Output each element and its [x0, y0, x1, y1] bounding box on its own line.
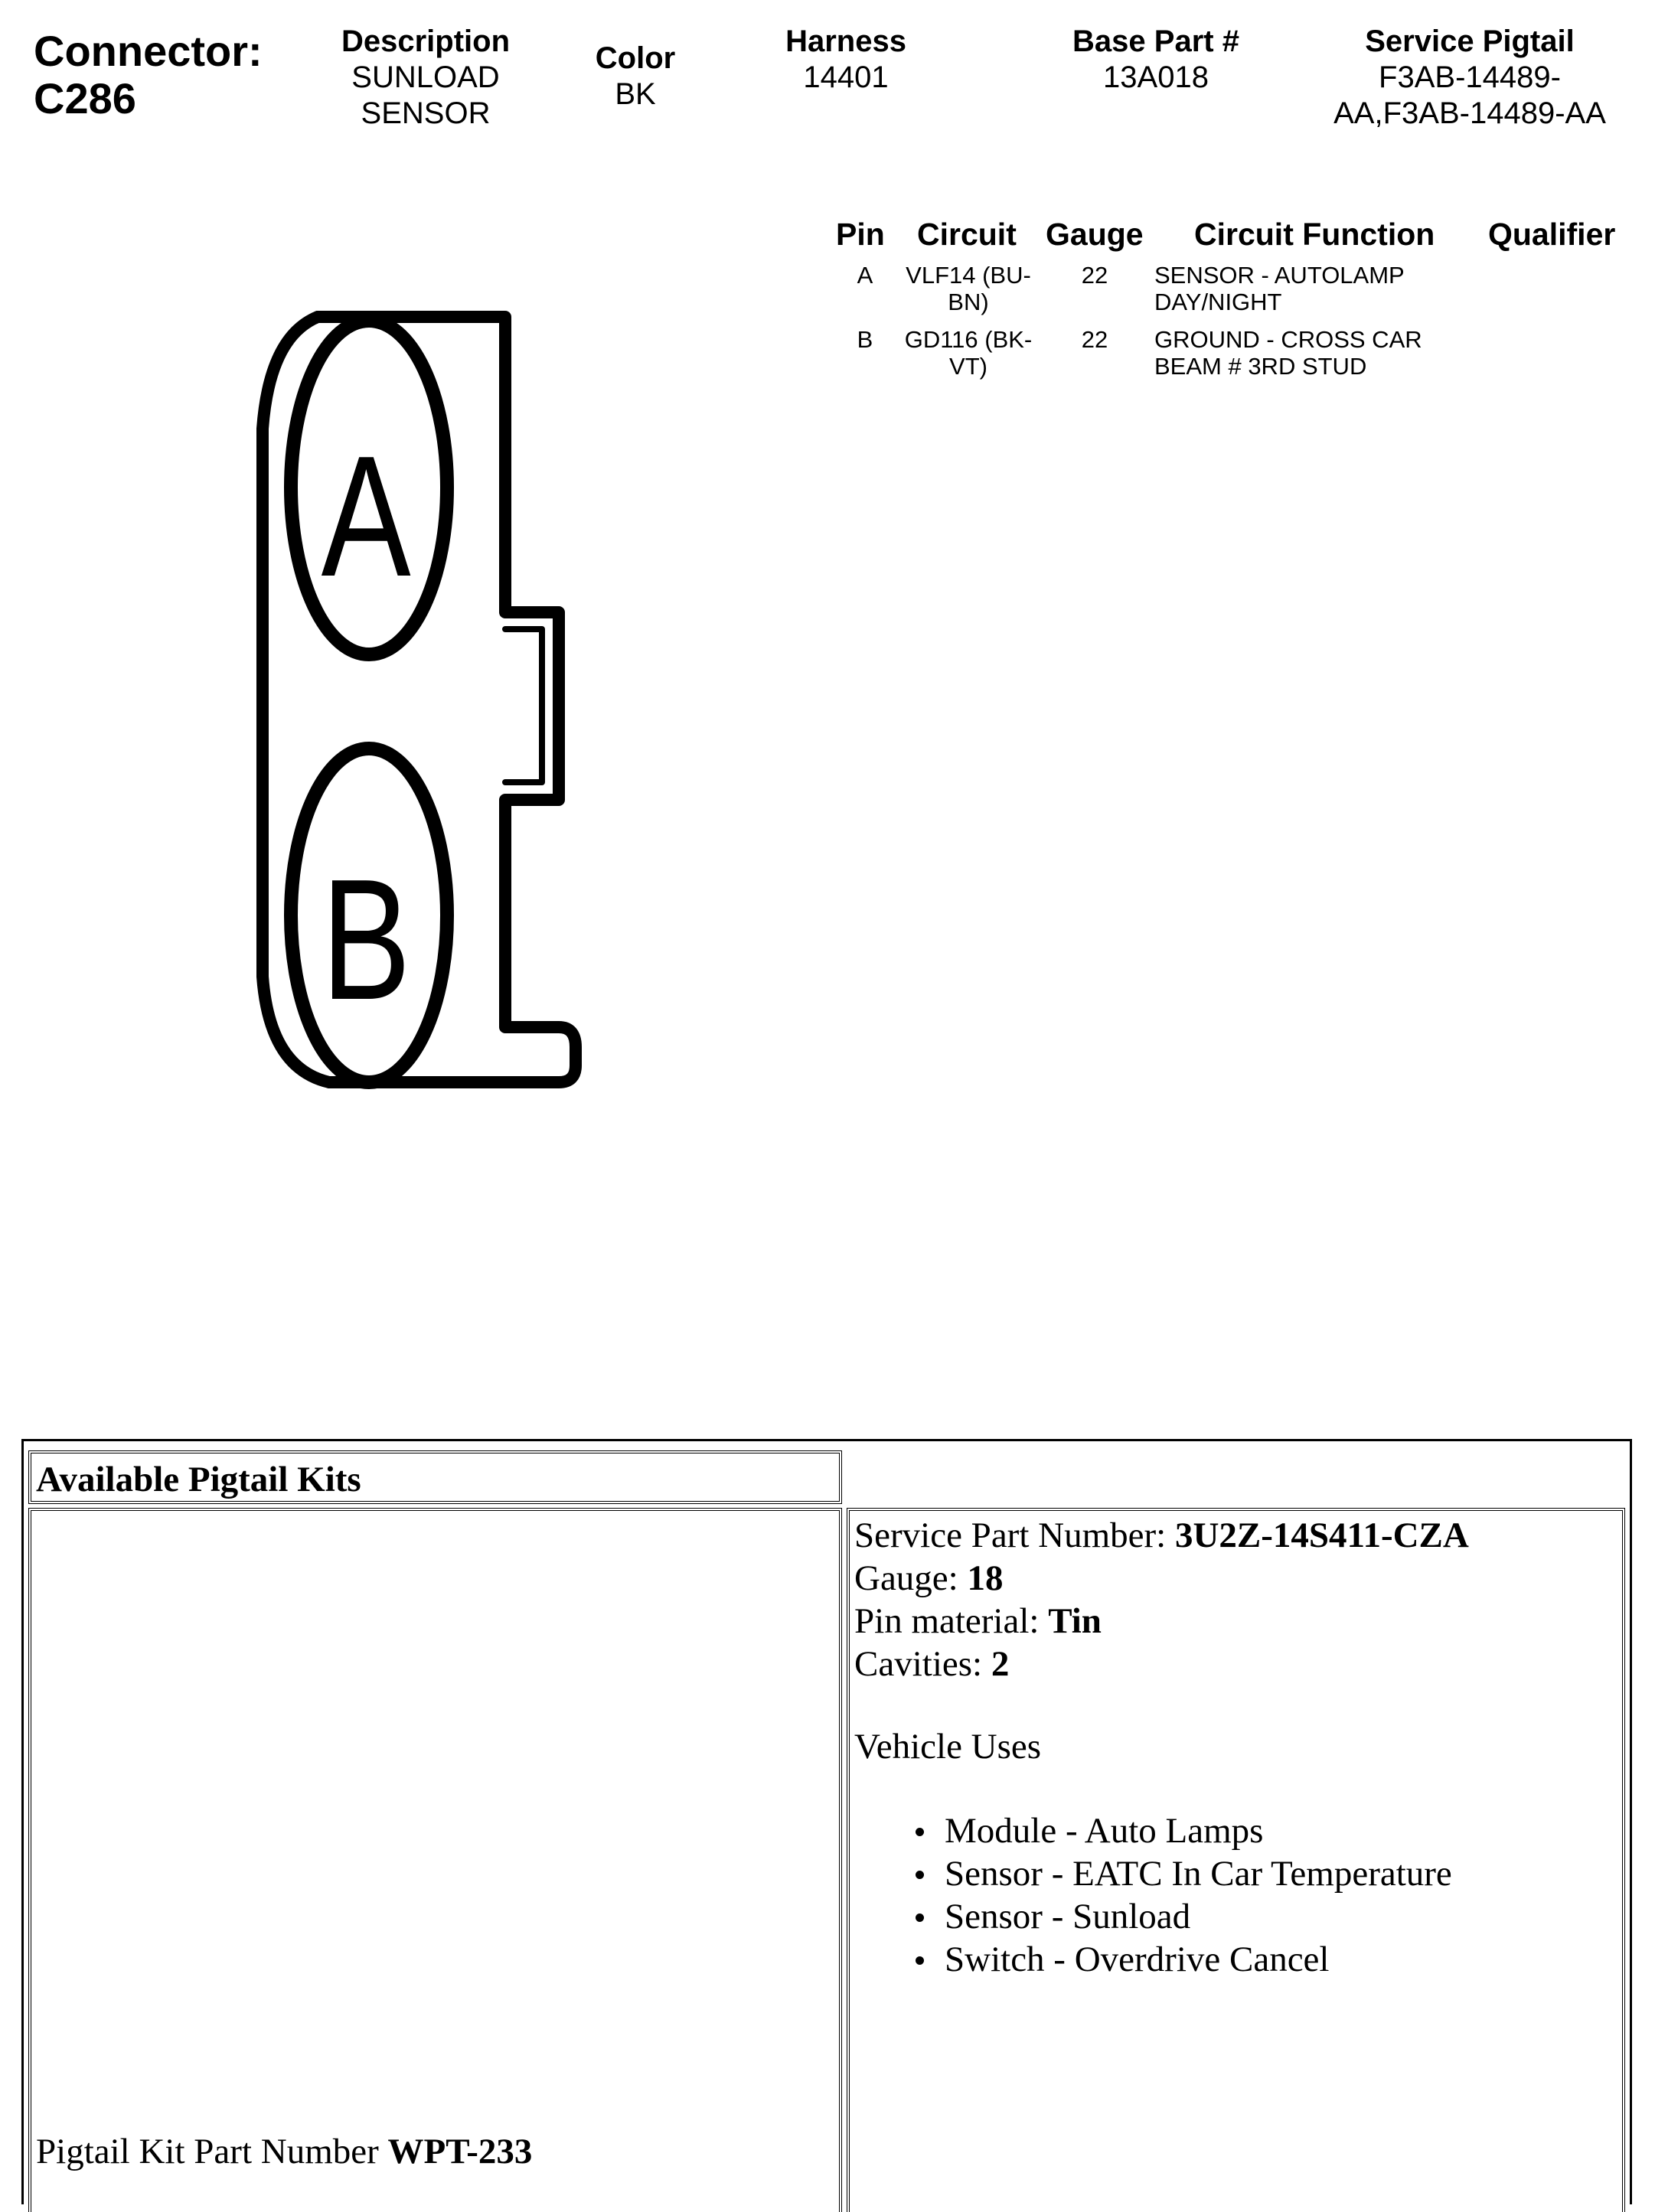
pin-a-label: A [321, 419, 411, 612]
cavities-value: 2 [991, 1644, 1010, 1684]
latch-inner [505, 629, 542, 782]
base-part-value: 13A018 [1103, 60, 1209, 94]
connector-face-diagram [245, 291, 597, 1117]
service-part-line [854, 1514, 1469, 1557]
qualifier-header: Qualifier [1488, 217, 1616, 252]
service-pigtail-label: Service Pigtail [1365, 24, 1575, 58]
row-b-function [1154, 326, 1422, 380]
row-a-function-line1: SENSOR - AUTOLAMP [1154, 262, 1405, 289]
connector-label: Connector: [34, 27, 263, 75]
row-b-function-line1: GROUND - CROSS CAR [1154, 326, 1422, 353]
row-a-function-line2: DAY/NIGHT [1154, 289, 1282, 315]
row-a-function [1154, 262, 1405, 315]
kit-part-value: WPT-233 [387, 2132, 533, 2171]
description-column [314, 23, 537, 132]
cavities-label: Cavities: [854, 1644, 991, 1684]
row-b-circuit-line2: VT) [949, 353, 987, 380]
pigtail-kit-details-cell [847, 1508, 1625, 2212]
service-pigtail-column [1301, 23, 1638, 132]
row-a-pin: A [857, 262, 873, 289]
service-pigtail-value-line1: F3AB-14489- [1379, 60, 1561, 94]
description-value-line2: SENSOR [361, 96, 491, 130]
list-item: Switch - Overdrive Cancel [905, 1938, 1452, 1981]
list-item: Module - Auto Lamps [905, 1809, 1452, 1852]
service-pigtail-value-line2: AA,F3AB-14489-AA [1333, 96, 1606, 130]
row-b-circuit-line1: GD116 (BK- [904, 326, 1033, 353]
gauge-label: Gauge: [854, 1558, 968, 1598]
pigtail-kits-heading-box [28, 1450, 842, 1504]
pin-material-value: Tin [1048, 1601, 1102, 1641]
pigtail-kit-specs [854, 1514, 1469, 1685]
pigtail-kits-heading: Available Pigtail Kits [36, 1460, 361, 1499]
row-b-function-line2: BEAM # 3RD STUD [1154, 353, 1367, 380]
row-a-gauge: 22 [1081, 262, 1108, 289]
row-b-pin: B [857, 326, 873, 353]
row-a-circuit [888, 262, 1049, 315]
circuit-header: Circuit [917, 217, 1017, 252]
base-part-label: Base Part # [1072, 24, 1239, 58]
connector-title [34, 28, 263, 122]
pin-material-label: Pin material: [854, 1601, 1049, 1641]
color-label: Color [595, 41, 676, 75]
harness-label: Harness [785, 24, 906, 58]
gauge-value: 18 [967, 1558, 1004, 1598]
cavities-line [854, 1643, 1469, 1685]
gauge-line [854, 1557, 1469, 1600]
pigtail-kit-part-number [36, 2130, 532, 2173]
vehicle-uses-list [905, 1809, 1452, 1981]
pin-material-line [854, 1600, 1469, 1643]
description-label: Description [341, 24, 511, 58]
connector-id: C286 [34, 74, 136, 122]
pin-b-label: B [321, 842, 411, 1036]
pigtail-kit-left-cell [28, 1508, 842, 2212]
harness-column [735, 23, 957, 96]
service-part-value: 3U2Z-14S411-CZA [1174, 1515, 1469, 1555]
vehicle-uses-title: Vehicle Uses [854, 1727, 1042, 1767]
row-a-circuit-line1: VLF14 (BU- [906, 262, 1031, 289]
service-part-label: Service Part Number: [854, 1515, 1175, 1555]
pin-header: Pin [836, 217, 885, 252]
row-b-gauge: 22 [1081, 326, 1108, 353]
harness-value: 14401 [803, 60, 889, 94]
list-item: Sensor - Sunload [905, 1895, 1452, 1938]
description-value-line1: SUNLOAD [351, 60, 500, 94]
base-part-column [1033, 23, 1278, 96]
circuit-function-header: Circuit Function [1194, 217, 1435, 252]
color-value: BK [615, 77, 656, 111]
row-b-circuit [888, 326, 1049, 380]
list-item: Sensor - EATC In Car Temperature [905, 1852, 1452, 1895]
color-column [559, 40, 712, 113]
row-a-circuit-line2: BN) [948, 289, 989, 315]
gauge-header: Gauge [1046, 217, 1144, 252]
kit-part-label: Pigtail Kit Part Number [36, 2132, 388, 2171]
